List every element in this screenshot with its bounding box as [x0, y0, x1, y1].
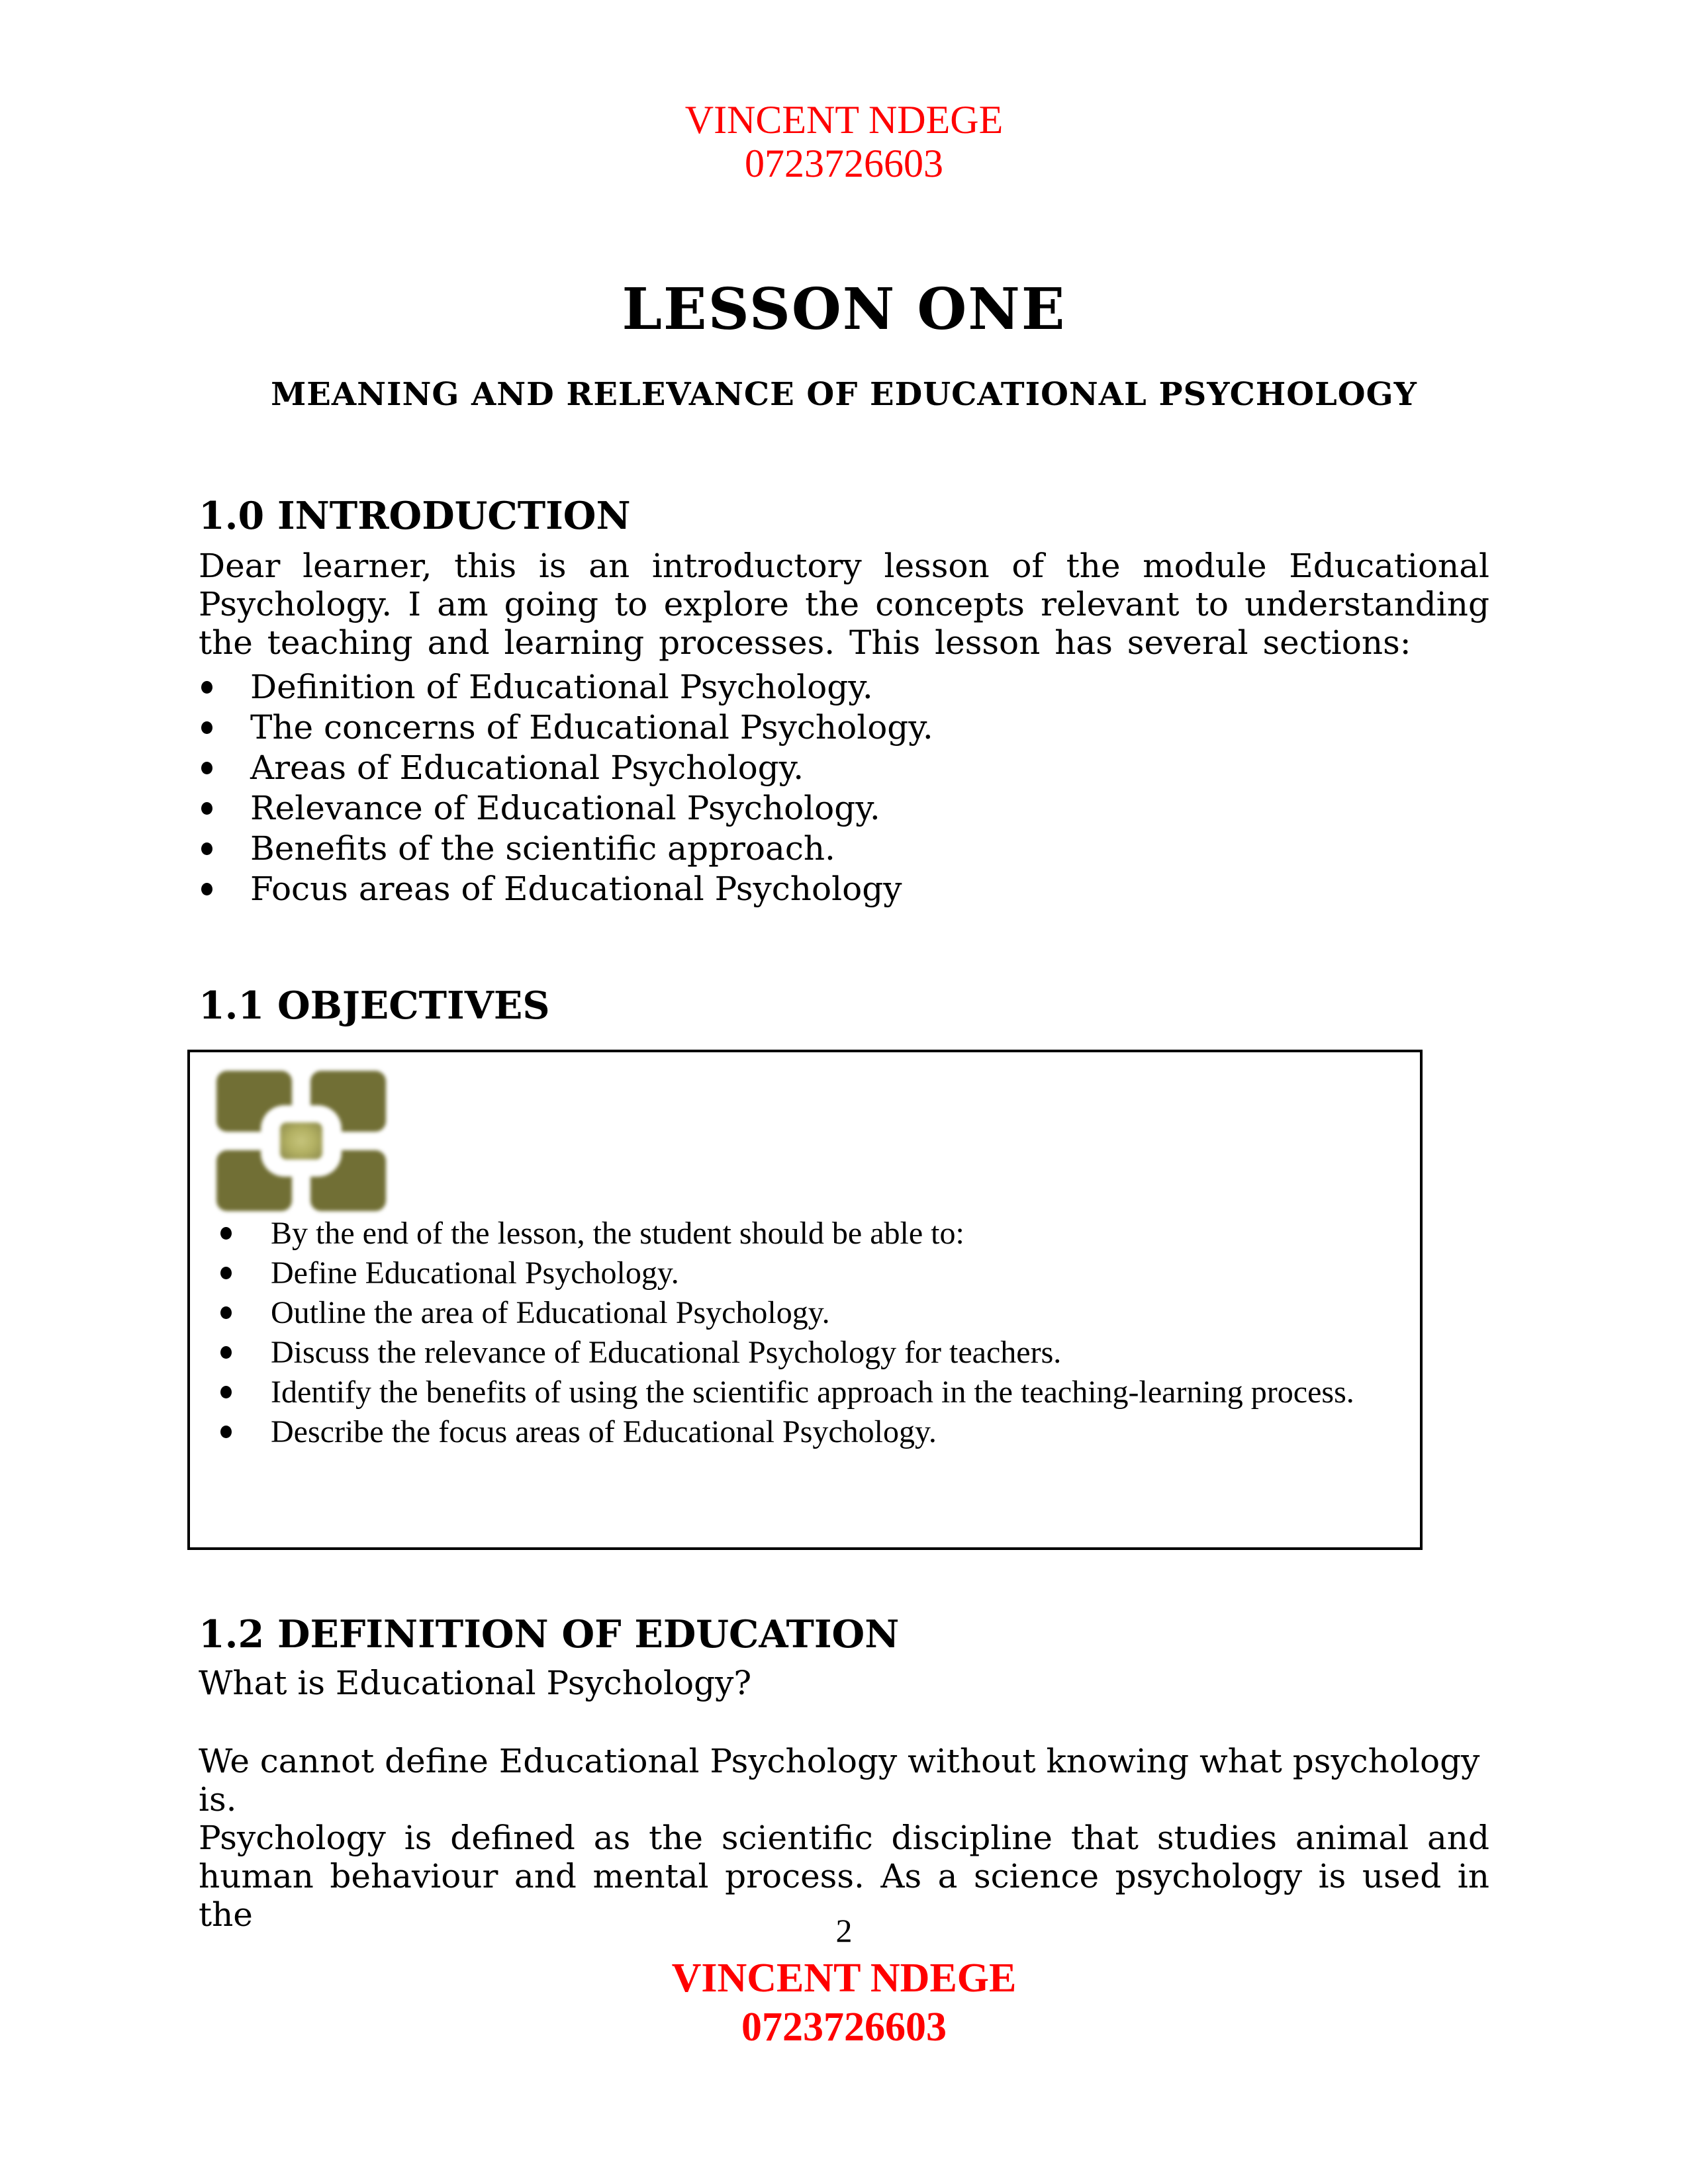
list-item-text: Areas of Educational Psychology.	[250, 749, 804, 787]
bullet-icon	[201, 681, 212, 694]
definition-question: What is Educational Psychology?	[199, 1664, 752, 1702]
list-item	[218, 1333, 1396, 1373]
section-heading-introduction: 1.0 INTRODUCTION	[199, 494, 631, 538]
page-number: 2	[835, 1912, 853, 1949]
bullet-icon	[220, 1267, 232, 1279]
list-item	[199, 869, 1489, 909]
icon-center-square	[280, 1122, 322, 1160]
list-item	[218, 1214, 1396, 1253]
objectives-box	[187, 1050, 1423, 1550]
objectives-bullet-list	[218, 1214, 1396, 1452]
lesson-subtitle: MEANING AND RELEVANCE OF EDUCATIONAL PSYCHOLOGY	[271, 376, 1417, 413]
bullet-icon	[201, 762, 212, 774]
footer-phone-number: 0723726603	[741, 2005, 947, 2050]
list-item-text: Relevance of Educational Psychology.	[250, 789, 880, 827]
footer-author-name: VINCENT NDEGE	[671, 1956, 1017, 2001]
list-item	[218, 1293, 1396, 1333]
header-phone-number: 0723726603	[745, 142, 943, 185]
introduction-paragraph: Dear learner, this is an introductory lesson of the module Educational Psychology. I am going to explore the concepts relevant to understanding the teaching and learning processes. This lesson has several sections:	[199, 547, 1489, 662]
list-item	[199, 829, 1489, 869]
list-item	[218, 1253, 1396, 1293]
objectives-grid-icon	[216, 1071, 386, 1211]
bullet-icon	[220, 1426, 232, 1438]
list-item-text: Definition of Educational Psychology.	[250, 668, 873, 706]
list-item-text: The concerns of Educational Psychology.	[250, 708, 933, 747]
list-item	[218, 1412, 1396, 1452]
list-item-text: Define Educational Psychology.	[271, 1255, 679, 1291]
list-item-text: Discuss the relevance of Educational Psychology for teachers.	[271, 1335, 1062, 1370]
bullet-icon	[220, 1306, 232, 1319]
list-item	[199, 667, 1489, 707]
page-header	[0, 98, 1688, 185]
list-item-text: Describe the focus areas of Educational Psychology.	[271, 1414, 937, 1449]
bullet-icon	[220, 1346, 232, 1359]
bullet-icon	[201, 883, 212, 895]
list-item	[199, 707, 1489, 748]
list-item-text: Outline the area of Educational Psychology.	[271, 1295, 830, 1330]
list-item-text: Identify the benefits of using the scientific approach in the teaching-learning process.	[271, 1375, 1354, 1410]
list-item	[199, 748, 1489, 788]
list-item-text: By the end of the lesson, the student should be able to:	[271, 1216, 964, 1251]
page-footer	[0, 1954, 1688, 2052]
bullet-icon	[201, 721, 212, 734]
list-item-text: Focus areas of Educational Psychology	[250, 870, 902, 908]
list-item-text: Benefits of the scientific approach.	[250, 829, 835, 868]
section-heading-definition: 1.2 DEFINITION OF EDUCATION	[199, 1612, 900, 1657]
bullet-icon	[220, 1386, 232, 1398]
lesson-title: LESSON ONE	[622, 276, 1066, 343]
list-item	[218, 1373, 1396, 1412]
bullet-icon	[201, 842, 212, 855]
definition-paragraph-1: We cannot define Educational Psychology without knowing what psychology is.	[199, 1742, 1480, 1819]
header-author-name: VINCENT NDEGE	[684, 98, 1004, 142]
introduction-bullet-list	[199, 667, 1489, 909]
bullet-icon	[201, 802, 212, 815]
bullet-icon	[220, 1227, 232, 1240]
definition-paragraph-2: Psychology is defined as the scientific discipline that studies animal and human behaviour and mental process. As a science psychology is used in the	[199, 1819, 1489, 1934]
list-item	[199, 788, 1489, 829]
section-heading-objectives: 1.1 OBJECTIVES	[199, 983, 550, 1028]
